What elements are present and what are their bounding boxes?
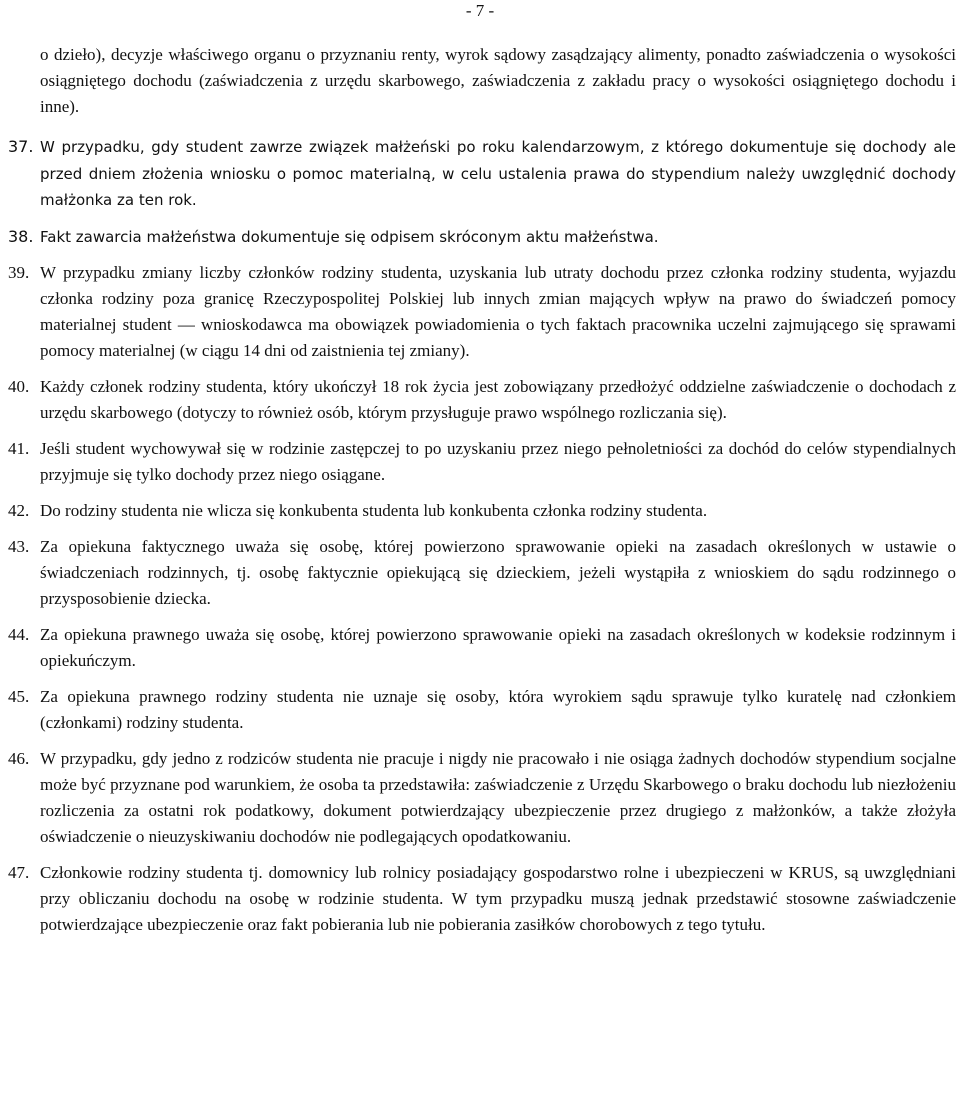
paragraph-text: Za opiekuna prawnego rodziny studenta nie uznaje się osoby, która wyrokiem sądu sprawuje tylko kuratelę nad członkiem (członkami) rodziny studenta. (40, 686, 956, 732)
paragraph-text: Każdy członek rodziny studenta, który ukończył 18 rok życia jest zobowiązany przedłożyć oddzielne zaświadczenie o dochodach z urzędu skarbowego (dotyczy to również osób, którym przysługuje prawo wspólnego rozliczania się). (40, 376, 956, 422)
paragraph-number: 39. (8, 262, 30, 282)
paragraph-number: 40. (8, 376, 30, 396)
paragraph-37 (8, 134, 956, 214)
paragraph-42 (8, 498, 956, 524)
paragraph-47 (8, 860, 956, 938)
paragraph-46 (8, 746, 956, 850)
continuation-paragraph (8, 42, 956, 120)
paragraph-text: o dzieło), decyzje właściwego organu o przyznaniu renty, wyrok sądowy zasądzający alimenty, ponadto zaświadczenia o wysokości osiągniętego dochodu (zaświadczenia z urzędu skarbowego, zaświadczenia z zakładu pracy o wysokości osiągniętego dochodu i inne). (40, 45, 956, 116)
paragraph-43 (8, 534, 956, 612)
paragraph-number: 38. (8, 226, 34, 246)
paragraph-number: 43. (8, 536, 30, 556)
paragraph-44 (8, 622, 956, 674)
paragraph-text: Za opiekuna prawnego uważa się osobę, której powierzono sprawowanie opieki na zasadach określonych w kodeksie rodzinnym i opiekuńczym. (40, 624, 956, 670)
page-number: - 7 - (465, 1, 495, 20)
paragraph-text: Jeśli student wychowywał się w rodzinie zastępczej to po uzyskaniu przez niego pełnoletniości za dochód do celów stypendialnych przyjmuje się tylko dochody przez niego osiągane. (40, 438, 956, 484)
paragraph-45 (8, 684, 956, 736)
paragraph-text: Fakt zawarcia małżeństwa dokumentuje się odpisem skróconym aktu małżeństwa. (40, 227, 659, 246)
paragraph-40 (8, 374, 956, 426)
paragraph-41 (8, 436, 956, 488)
paragraph-number: 46. (8, 748, 30, 768)
paragraph-text: W przypadku zmiany liczby członków rodziny studenta, uzyskania lub utraty dochodu przez członka rodziny studenta, wyjazdu członka rodziny poza granicę Rzeczypospolitej Polskiej lub innych zmian mających wpływ na prawo do świadczeń pomocy materialnej student ― wnioskodawca ma obowiązek powiadomienia o tych faktach pracownika uczelni zajmującego się sprawami pomocy materialnej (w ciągu 14 dni od zaistnienia tej zmiany). (40, 262, 956, 360)
paragraph-number: 44. (8, 624, 30, 644)
paragraph-text: W przypadku, gdy jedno z rodziców studenta nie pracuje i nigdy nie pracowało i nie osiąga żadnych dochodów stypendium socjalne może być przyznane pod warunkiem, że osoba ta przedstawiła: zaświadczenie z Urzędu Skarbowego o braku dochodu lub niezłożeniu rozliczenia za ostatni rok podatkowy, dokument potwierdzający ubezpieczenie przez drugiego z małżonków, a także złożyła oświadczenie o nieuzyskiwaniu dochodów nie podlegających opodatkowaniu. (40, 748, 956, 846)
paragraph-number: 41. (8, 438, 30, 458)
paragraph-text: Członkowie rodziny studenta tj. domownicy lub rolnicy posiadający gospodarstwo rolne i ubezpieczeni w KRUS, są uwzględniani przy obliczaniu dochodu na osobę w rodzinie studenta. W tym przypadku muszą jednak przedstawić stosowne zaświadczenie potwierdzające ubezpieczenie oraz fakt pobierania lub nie pobierania zasiłków chorobowych z tego tytułu. (40, 862, 956, 934)
paragraph-text: Za opiekuna faktycznego uważa się osobę, której powierzono sprawowanie opieki na zasadach określonych w ustawie o świadczeniach rodzinnych, tj. osobę faktycznie opiekującą się dzieckiem, jeżeli wystąpiła z wnioskiem do sądu rodzinnego o przysposobienie dziecka. (40, 536, 956, 608)
paragraph-text: W przypadku, gdy student zawrze związek małżeński po roku kalendarzowym, z którego dokumentuje się dochody ale przed dniem złożenia wniosku o pomoc materialną, w celu ustalenia prawa do stypendium należy uwzględnić dochody małżonka za ten rok. (40, 138, 956, 209)
paragraph-38 (8, 224, 956, 250)
paragraph-text: Do rodziny studenta nie wlicza się konkubenta studenta lub konkubenta członka rodziny studenta. (40, 500, 708, 520)
paragraph-number: 47. (8, 862, 30, 882)
paragraph-number: 42. (8, 500, 30, 520)
paragraph-number: 45. (8, 686, 30, 706)
paragraph-number: 37. (8, 137, 34, 156)
document-body (8, 42, 956, 948)
paragraph-39 (8, 260, 956, 364)
